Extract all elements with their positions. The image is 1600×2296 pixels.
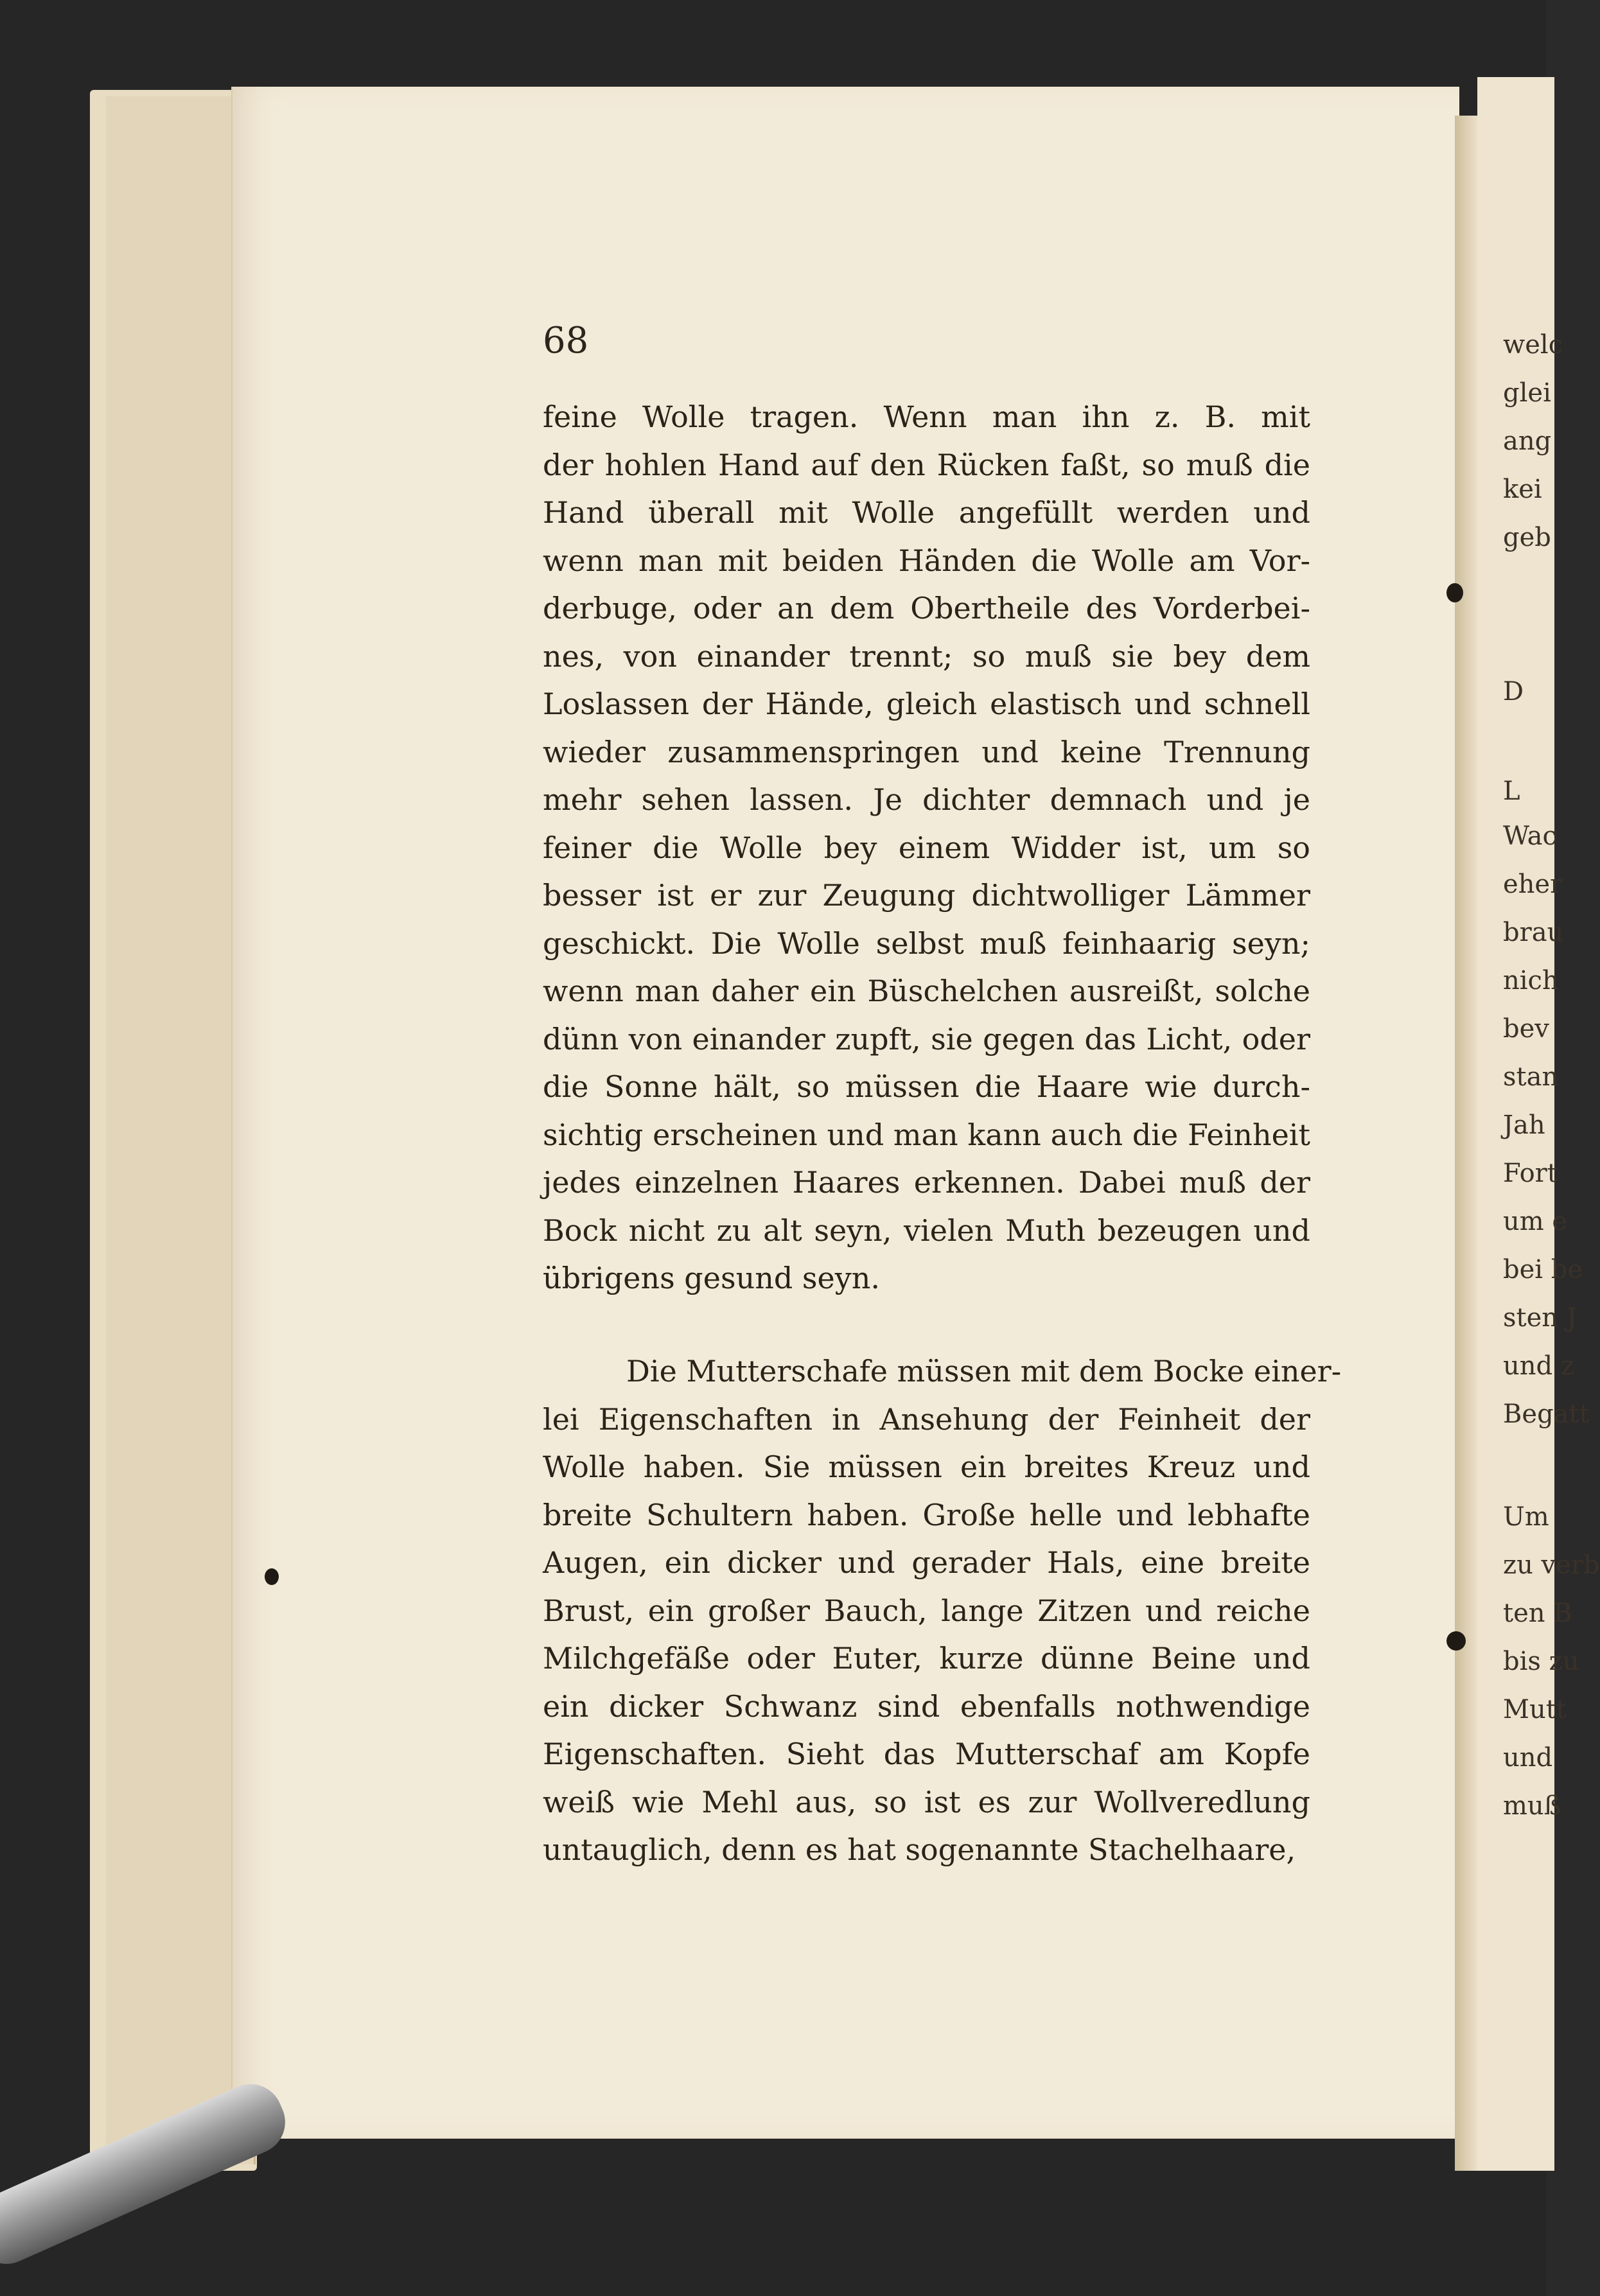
facing-page-text-fragment: eher <box>1503 870 1563 899</box>
facing-page-text-fragment: Mutt <box>1503 1695 1567 1724</box>
text-line: Eigenschaften. Sieht das Mutterschaf am Kopfe <box>543 1737 1310 1771</box>
text-line: ein dicker Schwanz sind ebenfalls nothwendige <box>543 1688 1310 1724</box>
facing-page-text-fragment: ang <box>1503 426 1552 456</box>
facing-page-text-fragment: stan <box>1503 1062 1559 1092</box>
ink-spot <box>1446 1631 1466 1651</box>
ink-spot <box>265 1568 279 1585</box>
text-line: lei Eigenschaften in Ansehung der Feinheit der <box>543 1401 1310 1437</box>
facing-page-text-fragment: bis zu <box>1503 1647 1579 1676</box>
page-number: 68 <box>543 320 589 362</box>
text-line: Augen, ein dicker und gerader Hals, eine breite <box>543 1545 1310 1580</box>
facing-page-text-fragment: ten B <box>1503 1599 1572 1628</box>
text-line: Brust, ein großer Bauch, lange Zitzen und reiche <box>543 1593 1310 1628</box>
facing-page-text-fragment: geb <box>1503 523 1551 552</box>
text-line: derbuge, oder an dem Obertheile des Vorderbei- <box>543 591 1310 626</box>
text-line: Loslassen der Hände, gleich elastisch und schnell <box>543 687 1310 721</box>
text-line: untauglich, denn es hat sogenannte Stachelhaare, <box>543 1832 1296 1867</box>
text-line: Die Mutterschafe müssen mit dem Bocke einer- <box>626 1354 1342 1389</box>
facing-page-text-fragment: Um <box>1503 1502 1549 1532</box>
facing-page-text-fragment: sten J <box>1503 1303 1577 1333</box>
facing-page-text-fragment: glei <box>1503 378 1551 408</box>
text-line: der hohlen Hand auf den Rücken faßt, so muß die <box>543 447 1310 482</box>
text-line: sichtig erscheinen und man kann auch die Feinheit <box>543 1117 1310 1152</box>
text-line: wieder zusammenspringen und keine Trennung <box>543 734 1310 769</box>
text-line: mehr sehen lassen. Je dichter demnach und je <box>543 782 1310 817</box>
facing-page-fragment <box>1477 77 1600 2171</box>
text-line: Wolle haben. Sie müssen ein breites Kreuz und <box>543 1450 1310 1484</box>
facing-page-text-fragment: Begatt <box>1503 1399 1590 1429</box>
text-line: die Sonne hält, so müssen die Haare wie durch- <box>543 1069 1310 1104</box>
facing-page-text-fragment: muß <box>1503 1791 1561 1821</box>
paragraph-1 <box>543 393 1310 1302</box>
facing-page-text-fragment: um e <box>1503 1207 1568 1236</box>
facing-page-text-fragment: brau <box>1503 918 1564 947</box>
text-line: übrigens gesund seyn. <box>543 1261 880 1295</box>
text-line: wenn man mit beiden Händen die Wolle am Vor- <box>543 543 1310 578</box>
book-gutter <box>1455 116 1481 2171</box>
facing-page-text-fragment: Jah <box>1503 1110 1545 1140</box>
text-line: Hand überall mit Wolle angefüllt werden und <box>543 495 1310 530</box>
text-line: nes, von einander trennt; so muß sie bey dem <box>543 638 1310 674</box>
text-line: wenn man daher ein Büschelchen ausreißt, solche <box>543 974 1310 1008</box>
paragraph-2 <box>543 1347 1342 1874</box>
text-line: geschickt. Die Wolle selbst muß feinhaarig seyn; <box>543 925 1310 961</box>
facing-page-text-fragment: zu verb <box>1503 1550 1600 1580</box>
facing-page-text-fragment: kei <box>1503 475 1542 504</box>
facing-page-text-fragment: welc <box>1503 330 1563 360</box>
ink-spot <box>1446 583 1463 602</box>
facing-page-text-fragment: und <box>1503 1743 1553 1773</box>
facing-page-text-fragment: bei be <box>1503 1255 1583 1284</box>
facing-page-text-fragment: nich <box>1503 966 1559 995</box>
facing-page-text-fragment: bev <box>1503 1014 1549 1044</box>
text-line: dünn von einander zupft, sie gegen das Licht, oder <box>543 1021 1310 1056</box>
facing-page-text-fragment: Wac <box>1503 821 1557 851</box>
facing-page-text-fragment: Fort <box>1503 1159 1558 1188</box>
text-line: jedes einzelnen Haares erkennen. Dabei muß der <box>543 1165 1310 1200</box>
text-line: breite Schultern haben. Große helle und lebhafte <box>543 1497 1310 1532</box>
facing-page-text-fragment: und z <box>1503 1351 1574 1381</box>
text-line: weiß wie Mehl aus, so ist es zur Wollveredlung <box>543 1784 1310 1819</box>
text-line: feiner die Wolle bey einem Widder ist, um so <box>543 830 1310 865</box>
facing-page-text-fragment: D <box>1503 677 1524 706</box>
text-line: feine Wolle tragen. Wenn man ihn z. B. mit <box>543 399 1310 434</box>
text-line: Bock nicht zu alt seyn, vielen Muth bezeugen und <box>543 1213 1310 1248</box>
text-line: besser ist er zur Zeugung dichtwolliger Lämmer <box>543 878 1310 913</box>
facing-page-text-fragment: L <box>1503 776 1520 806</box>
text-line: Milchgefäße oder Euter, kurze dünne Beine und <box>543 1641 1310 1676</box>
